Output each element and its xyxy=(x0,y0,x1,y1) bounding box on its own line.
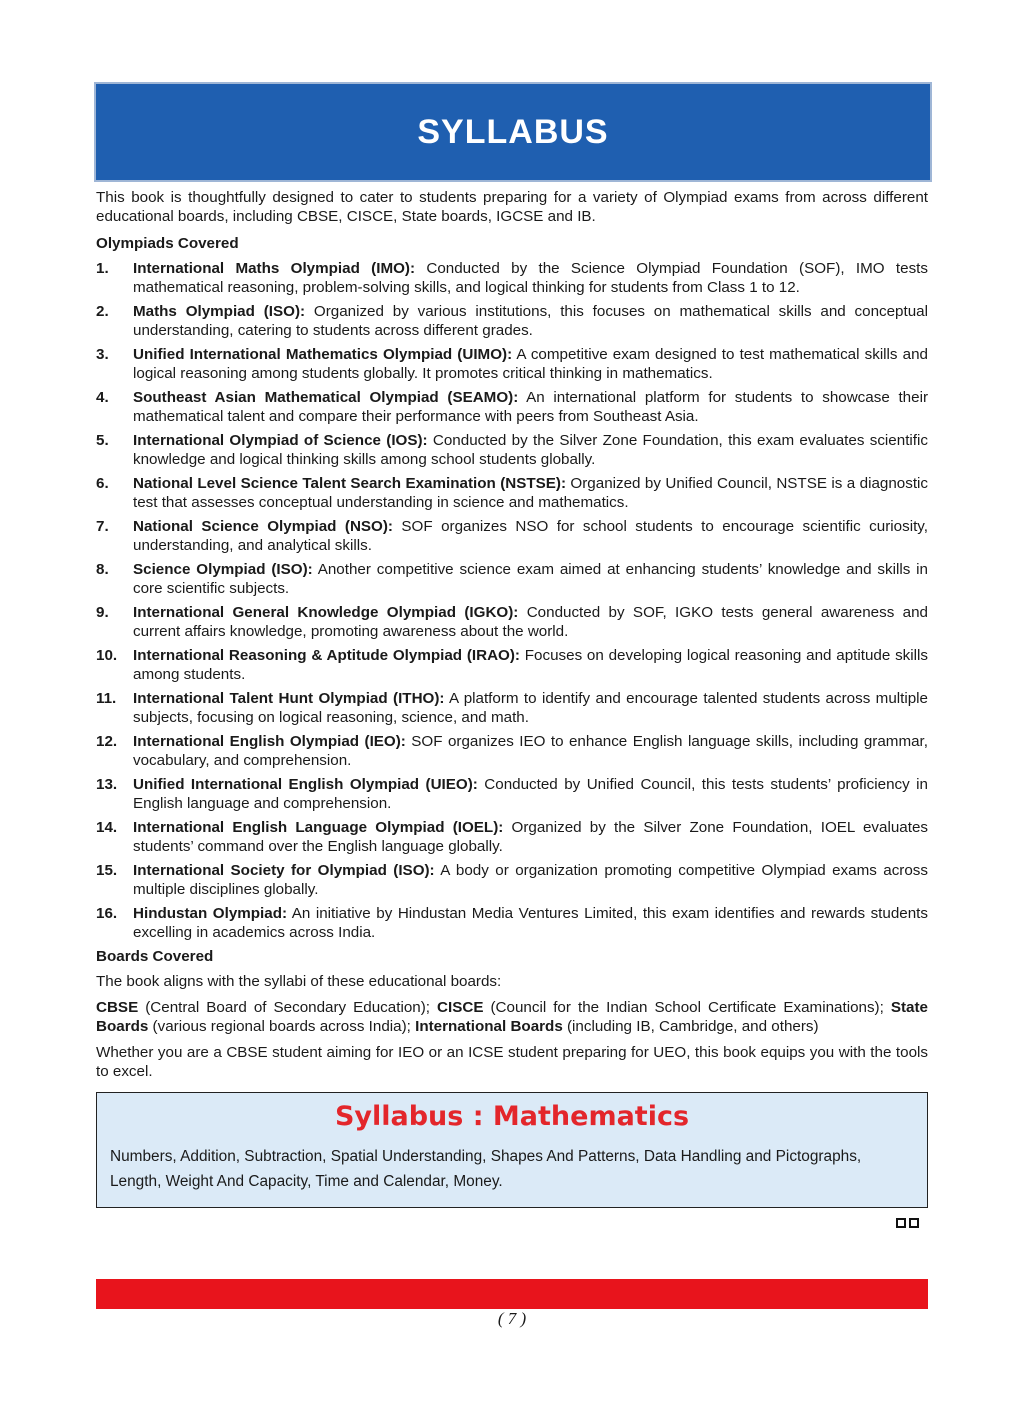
olympiad-name: International English Language Olympiad (IOEL): xyxy=(133,819,504,836)
board-name: International Boards xyxy=(415,1018,563,1035)
board-name: State Boards xyxy=(96,999,928,1035)
syllabus-box-title: Syllabus : Mathematics xyxy=(334,1101,690,1132)
olympiad-name: International English Olympiad (IEO): xyxy=(133,733,406,750)
item-description xyxy=(133,861,928,899)
olympiad-item xyxy=(96,517,928,555)
boards-intro: The book aligns with the syllabi of these educational boards: xyxy=(96,973,502,990)
item-number: 11. xyxy=(96,690,117,707)
olympiad-item xyxy=(96,689,928,727)
item-description xyxy=(133,818,928,856)
square-icon xyxy=(896,1218,906,1228)
olympiad-text: Conducted by Unified Council, this tests students’ proficiency in English language and comprehension. xyxy=(133,776,928,812)
olympiad-text: A competitive exam designed to test mathematical skills and logical reasoning among students globally. It promotes critical thinking in mathematics. xyxy=(133,346,928,382)
item-description xyxy=(133,431,928,469)
item-number: 14. xyxy=(96,819,118,836)
page-title: SYLLABUS xyxy=(417,112,609,151)
syllabus-mathematics-box xyxy=(96,1092,928,1208)
item-description xyxy=(133,603,928,641)
olympiad-item xyxy=(96,474,928,512)
item-number: 6. xyxy=(96,475,109,492)
olympiad-item xyxy=(96,560,928,598)
olympiad-text: A body or organization promoting competitive Olympiad exams across multiple disciplines globally. xyxy=(133,862,928,898)
olympiad-name: Maths Olympiad (ISO): xyxy=(133,303,306,320)
olympiad-text: Organized by Unified Council, NSTSE is a diagnostic test that assesses conceptual understanding in science and mathematics. xyxy=(133,475,929,511)
olympiad-name: International Society for Olympiad (ISO): xyxy=(133,862,435,879)
item-number: 3. xyxy=(96,346,109,363)
item-description xyxy=(133,517,928,555)
olympiad-name: International Reasoning & Aptitude Olympiad (IRAO): xyxy=(133,647,520,664)
item-number: 5. xyxy=(96,432,109,449)
item-number: 1. xyxy=(96,260,109,277)
item-description xyxy=(133,646,928,684)
item-description xyxy=(133,775,928,813)
olympiad-text: Conducted by SOF, IGKO tests general awareness and current affairs knowledge, promoting awareness about the world. xyxy=(133,604,929,640)
olympiad-item xyxy=(96,904,928,942)
item-description xyxy=(133,388,928,426)
item-description xyxy=(133,732,928,770)
olympiad-item xyxy=(96,431,928,469)
olympiad-text: SOF organizes IEO to enhance English language skills, including grammar, vocabulary, and comprehension. xyxy=(133,733,928,769)
board-name: CISCE xyxy=(437,999,484,1016)
item-number: 13. xyxy=(96,776,118,793)
olympiad-item xyxy=(96,345,928,383)
olympiad-name: International Olympiad of Science (IOS): xyxy=(133,432,428,449)
item-number: 8. xyxy=(96,561,109,578)
closing-paragraph: Whether you are a CBSE student aiming for IEO or an ICSE student preparing for UEO, this book equips you with the tools to excel. xyxy=(96,1044,928,1080)
olympiad-text: SOF organizes NSO for school students to encourage scientific curiosity, understanding, and analytical skills. xyxy=(133,518,928,554)
olympiad-item xyxy=(96,775,928,813)
olympiad-item xyxy=(96,861,928,899)
page-number: ( 7 ) xyxy=(497,1309,527,1328)
board-name: CBSE xyxy=(96,999,139,1016)
board-description: (including IB, Cambridge, and others) xyxy=(562,1018,819,1035)
olympiad-item xyxy=(96,818,928,856)
olympiad-text: Conducted by the Science Olympiad Foundation (SOF), IMO tests mathematical reasoning, problem-solving skills, and logical thinking for students from Class 1 to 12. xyxy=(133,260,928,296)
square-icon xyxy=(909,1218,919,1228)
item-description xyxy=(133,689,928,727)
olympiad-text: A platform to identify and encourage talented students across multiple subjects, focusing on logical reasoning, science, and math. xyxy=(133,690,928,726)
olympiad-item xyxy=(96,732,928,770)
olympiad-item xyxy=(96,646,928,684)
intro-paragraph: This book is thoughtfully designed to cater to students preparing for a variety of Olympiad exams from across different educational boards, including CBSE, CISCE, State boards, IGCSE and IB. xyxy=(96,189,928,225)
olympiads-heading: Olympiads Covered xyxy=(96,235,239,252)
item-description xyxy=(133,560,928,598)
item-number: 9. xyxy=(96,604,109,621)
boards-list xyxy=(96,998,928,1036)
item-number: 4. xyxy=(96,389,109,406)
olympiad-name: Hindustan Olympiad: xyxy=(133,905,288,922)
boards-heading: Boards Covered xyxy=(96,948,214,965)
olympiad-name: National Science Olympiad (NSO): xyxy=(133,518,393,535)
item-number: 15. xyxy=(96,862,118,879)
olympiad-item xyxy=(96,259,928,297)
olympiad-item xyxy=(96,388,928,426)
footer-bar xyxy=(96,1279,928,1309)
olympiad-name: Science Olympiad (ISO): xyxy=(133,561,313,578)
item-description xyxy=(133,904,928,942)
olympiad-name: International General Knowledge Olympiad (IGKO): xyxy=(133,604,519,621)
board-description: (Central Board of Secondary Education); xyxy=(138,999,438,1016)
board-description: (various regional boards across India); xyxy=(148,1018,416,1035)
item-number: 12. xyxy=(96,733,118,750)
item-description xyxy=(133,302,928,340)
olympiad-item xyxy=(96,603,928,641)
olympiad-text: An international platform for students to showcase their mathematical talent and compare their performance with peers from Southeast Asia. xyxy=(133,389,928,425)
syllabus-banner xyxy=(94,82,932,182)
olympiad-item xyxy=(96,302,928,340)
olympiad-name: National Level Science Talent Search Examination (NSTSE): xyxy=(133,475,567,492)
olympiad-text: An initiative by Hindustan Media Ventures Limited, this exam identifies and rewards students excelling in academics across India. xyxy=(133,905,928,941)
olympiad-text: Another competitive science exam aimed at enhancing students’ knowledge and skills in core scientific subjects. xyxy=(133,561,928,597)
item-number: 10. xyxy=(96,647,118,664)
item-description xyxy=(133,259,928,297)
olympiad-name: Southeast Asian Mathematical Olympiad (SEAMO): xyxy=(133,389,519,406)
olympiad-list xyxy=(96,259,928,942)
board-description: (Council for the Indian School Certificate Examinations); xyxy=(483,999,891,1016)
olympiad-text: Organized by the Silver Zone Foundation, IOEL evaluates students’ command over the English language globally. xyxy=(133,819,928,855)
main-content xyxy=(96,188,928,1088)
item-description xyxy=(133,345,928,383)
item-description xyxy=(133,474,928,512)
olympiad-name: International Talent Hunt Olympiad (ITHO): xyxy=(133,690,445,707)
olympiad-text: Focuses on developing logical reasoning and aptitude skills among students. xyxy=(133,647,928,683)
olympiad-name: International Maths Olympiad (IMO): xyxy=(133,260,416,277)
end-of-section-icon xyxy=(896,1218,919,1228)
item-number: 7. xyxy=(96,518,109,535)
syllabus-box-body: Numbers, Addition, Subtraction, Spatial Understanding, Shapes And Patterns, Data Handling and Pictographs, Length, Weight And Capacity, Time and Calendar, Money. xyxy=(110,1148,862,1190)
olympiad-name: Unified International English Olympiad (UIEO): xyxy=(133,776,478,793)
item-number: 16. xyxy=(96,905,118,922)
olympiad-name: Unified International Mathematics Olympiad (UIMO): xyxy=(133,346,513,363)
olympiad-text: Conducted by the Silver Zone Foundation, this exam evaluates scientific knowledge and logical thinking skills among school students globally. xyxy=(133,432,928,468)
item-number: 2. xyxy=(96,303,109,320)
olympiad-text: Organized by various institutions, this focuses on mathematical skills and conceptual understanding, catering to students across different grades. xyxy=(133,303,928,339)
